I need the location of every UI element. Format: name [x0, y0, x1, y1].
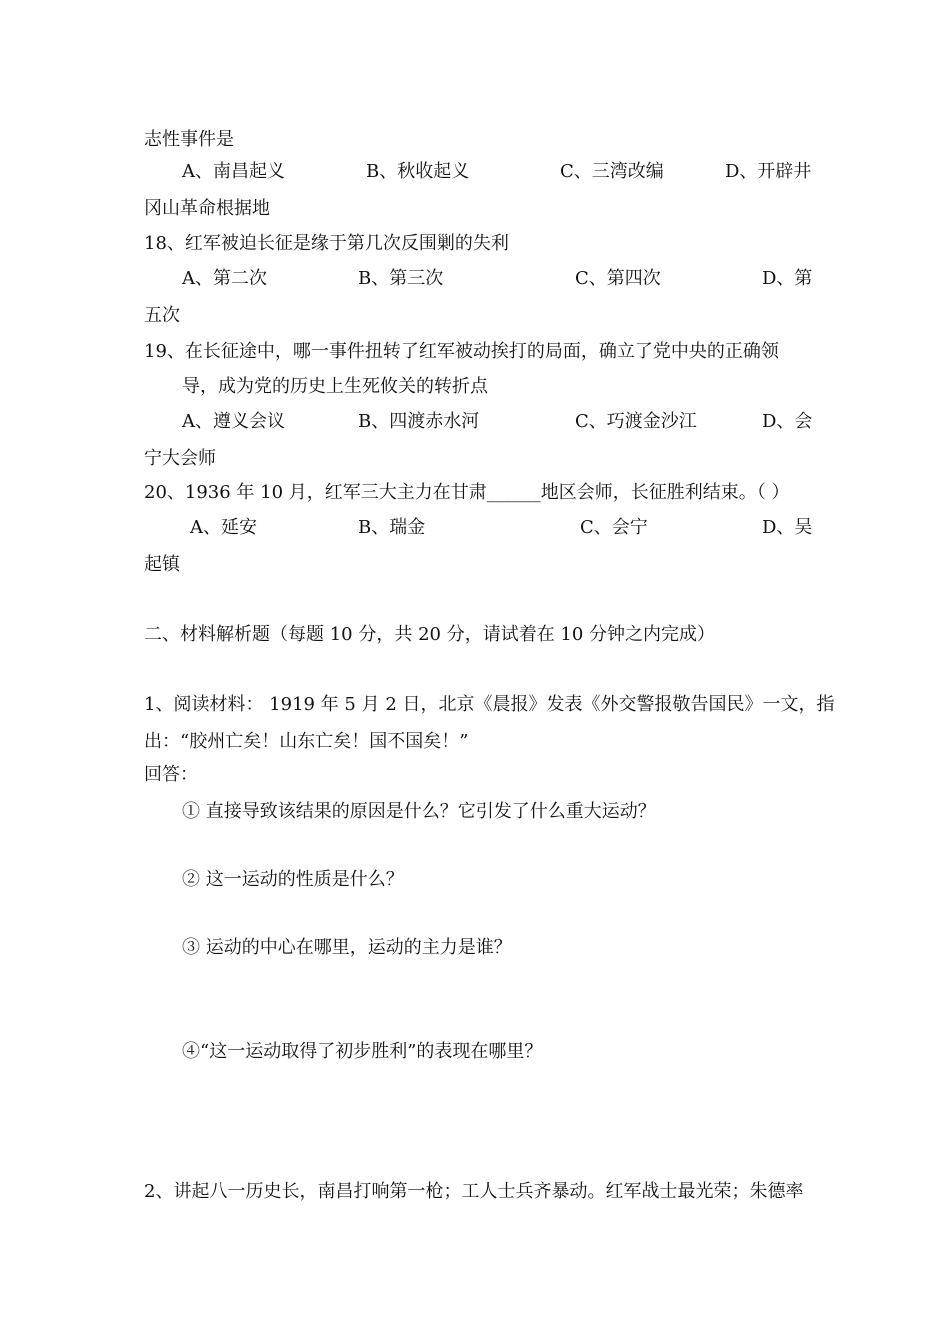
- q19-stem-line2: 导，成为党的历史上生死攸关的转折点: [182, 376, 488, 397]
- q20-option-c: C、会宁: [580, 517, 648, 538]
- q20-option-b: B、瑞金: [358, 517, 426, 538]
- q18-option-d: D、第: [762, 268, 813, 289]
- m1-subquestion-3: ③ 运动的中心在哪里，运动的主力是谁？: [182, 937, 512, 958]
- q17-option-b: B、秋收起义: [366, 161, 470, 182]
- m2-material-line1: 2、讲起八一历史长，南昌打响第一枪；工人士兵齐暴动。红军战士最光荣；朱德率: [144, 1181, 804, 1202]
- q19-option-b: B、四渡赤水河: [358, 411, 480, 432]
- q18-option-a: A、第二次: [182, 268, 267, 289]
- q19-option-tail: 宁大会师: [144, 448, 216, 469]
- q17-option-c: C、三湾改编: [560, 161, 664, 182]
- m1-answer-label: 回答：: [144, 764, 198, 785]
- q17-option-a: A、南昌起义: [182, 161, 285, 182]
- q18-option-c: C、第四次: [575, 268, 661, 289]
- section-heading: 二、材料解析题（每题 10 分，共 20 分，请试着在 10 分钟之内完成）: [144, 624, 716, 645]
- q19-option-d: D、会: [762, 411, 813, 432]
- m1-material-line1: 1、阅读材料： 1919 年 5 月 2 日，北京《晨报》发表《外交警报敬告国民》一文，指: [144, 694, 835, 715]
- q18-option-b: B、第三次: [358, 268, 444, 289]
- q17-stem-tail: 志性事件是: [144, 129, 234, 150]
- q20-option-a: A、延安: [190, 517, 257, 538]
- m1-subquestion-4: ④“这一运动取得了初步胜利”的表现在哪里？: [182, 1041, 543, 1062]
- q18-stem: 18、红军被迫长征是缘于第几次反围剿的失利: [144, 233, 509, 254]
- m1-material-line2: 出：“胶州亡矣！山东亡矣！国不国矣！”: [144, 731, 469, 752]
- q17-option-d: D、开辟井: [725, 161, 812, 182]
- q19-stem-line1: 19、在长征途中，哪一事件扭转了红军被动挨打的局面，确立了党中央的正确领: [144, 341, 779, 362]
- m1-subquestion-2: ② 这一运动的性质是什么？: [182, 869, 404, 890]
- q20-option-tail: 起镇: [144, 554, 180, 575]
- q19-option-c: C、巧渡金沙江: [575, 411, 697, 432]
- q17-option-tail: 冈山革命根据地: [144, 198, 270, 219]
- q20-option-d: D、吴: [762, 517, 813, 538]
- q18-option-tail: 五次: [144, 305, 180, 326]
- q20-stem: 20、1936 年 10 月，红军三大主力在甘肃______地区会师，长征胜利结束。（ ）: [144, 482, 790, 503]
- m1-subquestion-1: ① 直接导致该结果的原因是什么？它引发了什么重大运动？: [182, 801, 656, 822]
- q19-option-a: A、遵义会议: [182, 411, 285, 432]
